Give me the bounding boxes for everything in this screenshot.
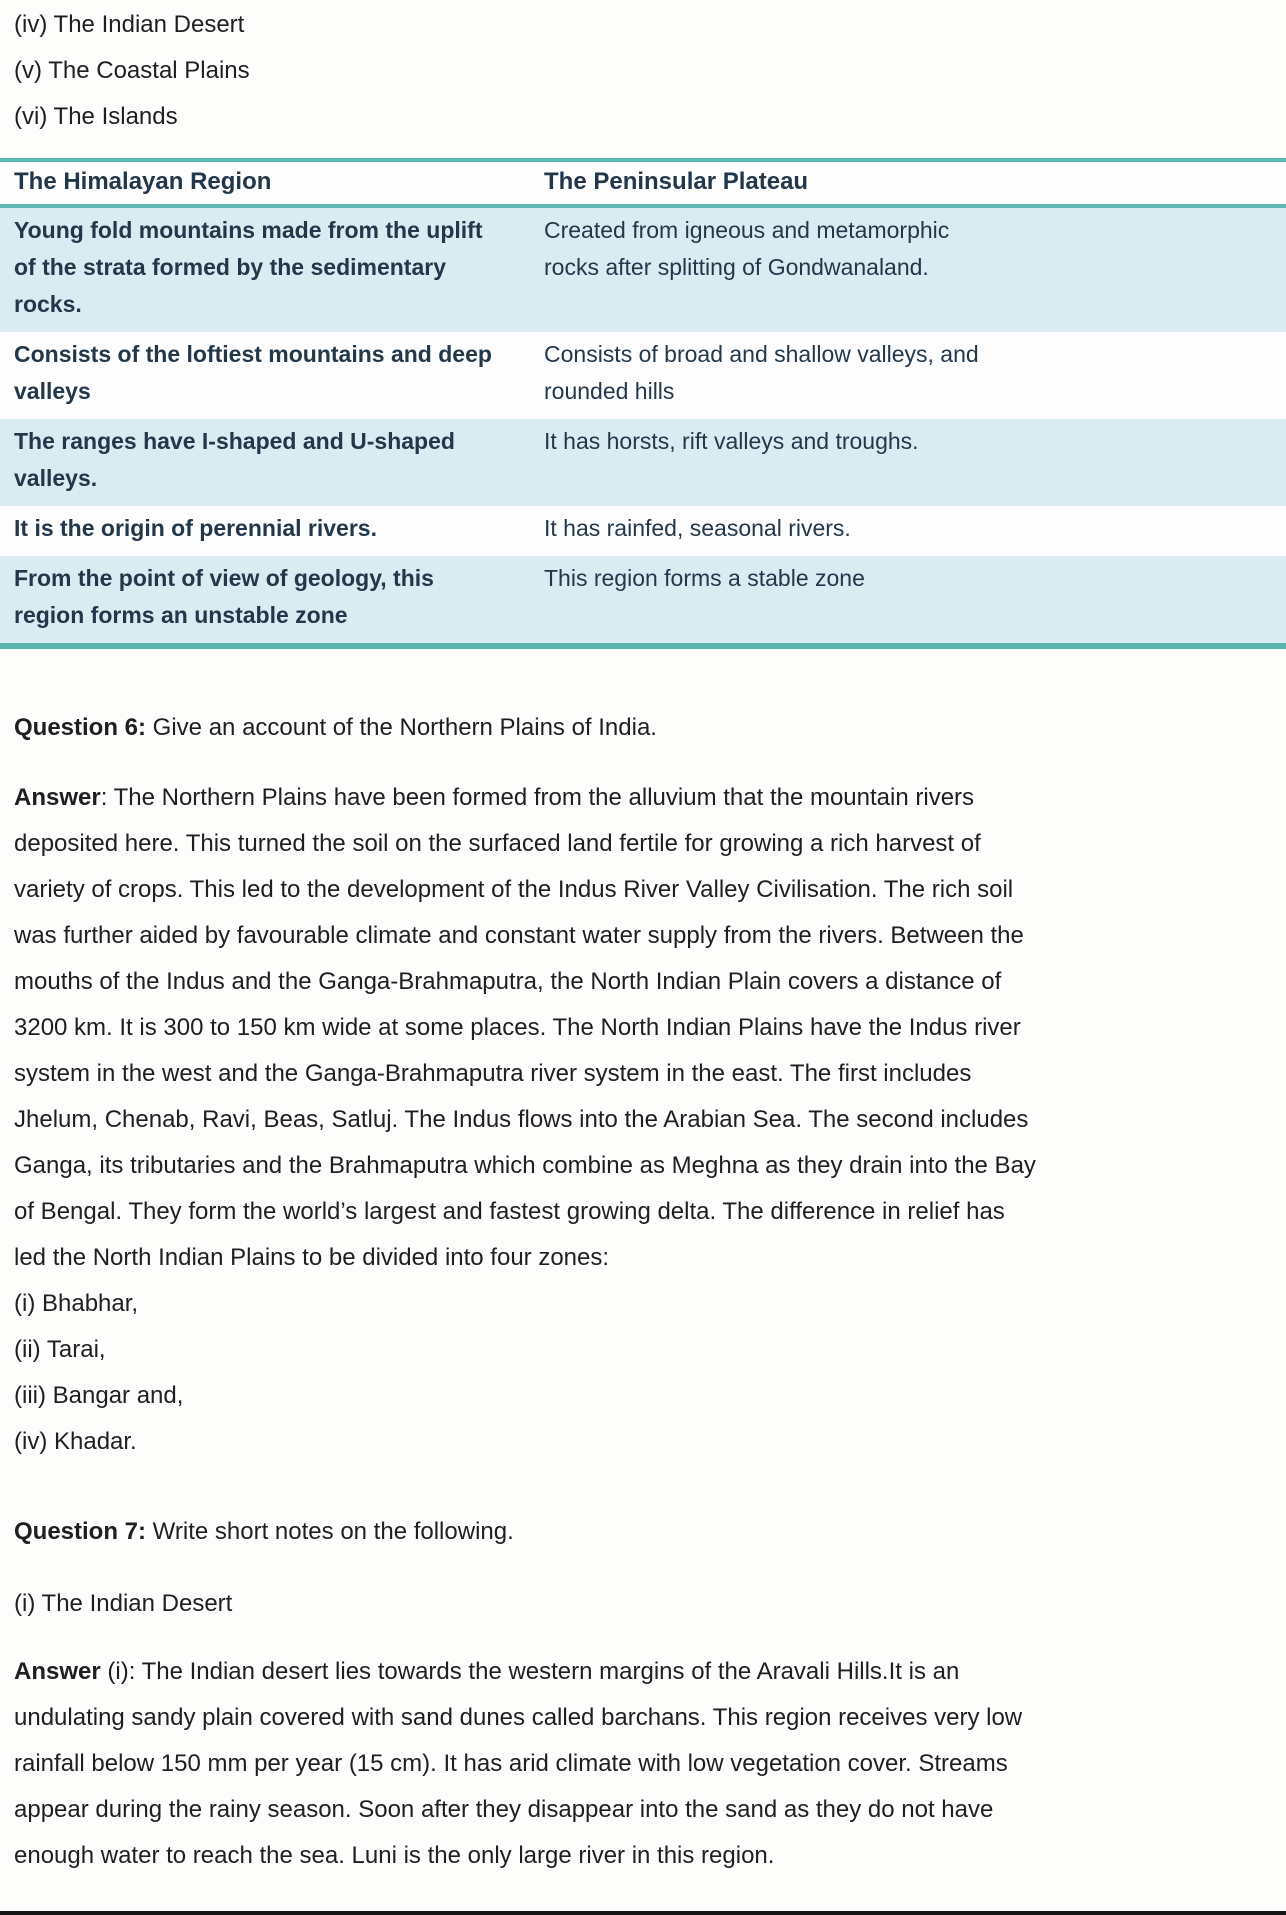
question-7-subitem: (i) The Indian Desert — [14, 1590, 233, 1617]
question-7-text: Write short notes on the following. — [146, 1518, 514, 1545]
table-row — [0, 206, 1286, 332]
comparison-table — [0, 158, 1286, 649]
list-item-coastal-plains: (v) The Coastal Plains — [14, 57, 250, 84]
himalayan-cell: From the point of view of geology, this region forms an unstable zone — [0, 556, 530, 646]
himalayan-cell: Consists of the loftiest mountains and deep valleys — [0, 332, 530, 419]
table-row — [0, 332, 1286, 419]
answer-7-text: (i): The Indian desert lies towards the western margins of the Aravali Hills.It is an undulating sandy plain covered with sand dunes called barchans. This region receives very low rainfall below 150 mm per year (15 cm). It has arid climate with low vegetation cover. Streams appear during the rainy season. Soon after they disappear into the sand as they do not have enough water to reach the sea. Luni is the only large river in this region. — [14, 1658, 1023, 1869]
question-7 — [0, 1509, 1038, 1555]
peninsular-cell: It has rainfed, seasonal rivers. — [530, 506, 1286, 556]
table-header-peninsular-plateau: The Peninsular Plateau — [530, 160, 1286, 206]
peninsular-cell: Created from igneous and metamorphic rocks after splitting of Gondwanaland. — [530, 206, 1286, 332]
answer-6 — [0, 775, 1038, 1281]
question-6-label: Question 6: — [14, 714, 147, 741]
zone-item-tarai: (ii) Tarai, — [14, 1336, 106, 1363]
answer-7 — [0, 1649, 1038, 1879]
himalayan-cell: Young fold mountains made from the uplift of the strata formed by the sedimentary rocks. — [0, 206, 530, 332]
question-6 — [0, 705, 1038, 751]
list-item-indian-desert: (iv) The Indian Desert — [14, 11, 245, 38]
table-header-row — [0, 160, 1286, 206]
answer-6-label: Answer — [14, 784, 101, 811]
peninsular-cell: This region forms a stable zone — [530, 556, 1286, 646]
table-row — [0, 556, 1286, 646]
table-header-himalayan-region: The Himalayan Region — [0, 160, 530, 206]
zone-item-bangar: (iii) Bangar and, — [14, 1382, 184, 1409]
zones-list — [0, 1281, 1038, 1465]
table-row — [0, 419, 1286, 506]
bottom-divider — [0, 1911, 1286, 1915]
landform-division-list — [0, 0, 1038, 140]
zone-item-bhabhar: (i) Bhabhar, — [14, 1290, 139, 1317]
peninsular-cell: It has horsts, rift valleys and troughs. — [530, 419, 1286, 506]
peninsular-cell: Consists of broad and shallow valleys, and rounded hills — [530, 332, 1286, 419]
list-item-islands: (vi) The Islands — [14, 103, 178, 130]
answer-6-text: : The Northern Plains have been formed from the alluvium that the mountain rivers deposited here. This turned the soil on the surfaced land fertile for growing a rich harvest of variety of crops. This led to the development of the Indus River Valley Civilisation. The rich soil was further aided by favourable climate and constant water supply from the rivers. Between the mouths of the Indus and the Ganga-Brahmaputra, the North Indian Plain covers a distance of 3200 km. It is 300 to 150 km wide at some places. The North Indian Plains have the Indus river system in the west and the Ganga-Brahmaputra river system in the east. The first includes Jhelum, Chenab, Ravi, Beas, Satluj. The Indus flows into the Arabian Sea. The second includes Ganga, its tributaries and the Brahmaputra which combine as Meghna as they drain into the Bay of Bengal. They form the world’s largest and fastest growing delta. The difference in relief has led the North Indian Plains to be divided into four zones: — [14, 784, 1036, 1271]
answer-7-label: Answer — [14, 1658, 101, 1685]
zone-item-khadar: (iv) Khadar. — [14, 1428, 137, 1455]
himalayan-cell: It is the origin of perennial rivers. — [0, 506, 530, 556]
question-6-text: Give an account of the Northern Plains of India. — [146, 714, 657, 741]
himalayan-cell: The ranges have I-shaped and U-shaped valleys. — [0, 419, 530, 506]
question-7-label: Question 7: — [14, 1518, 147, 1545]
table-row — [0, 506, 1286, 556]
